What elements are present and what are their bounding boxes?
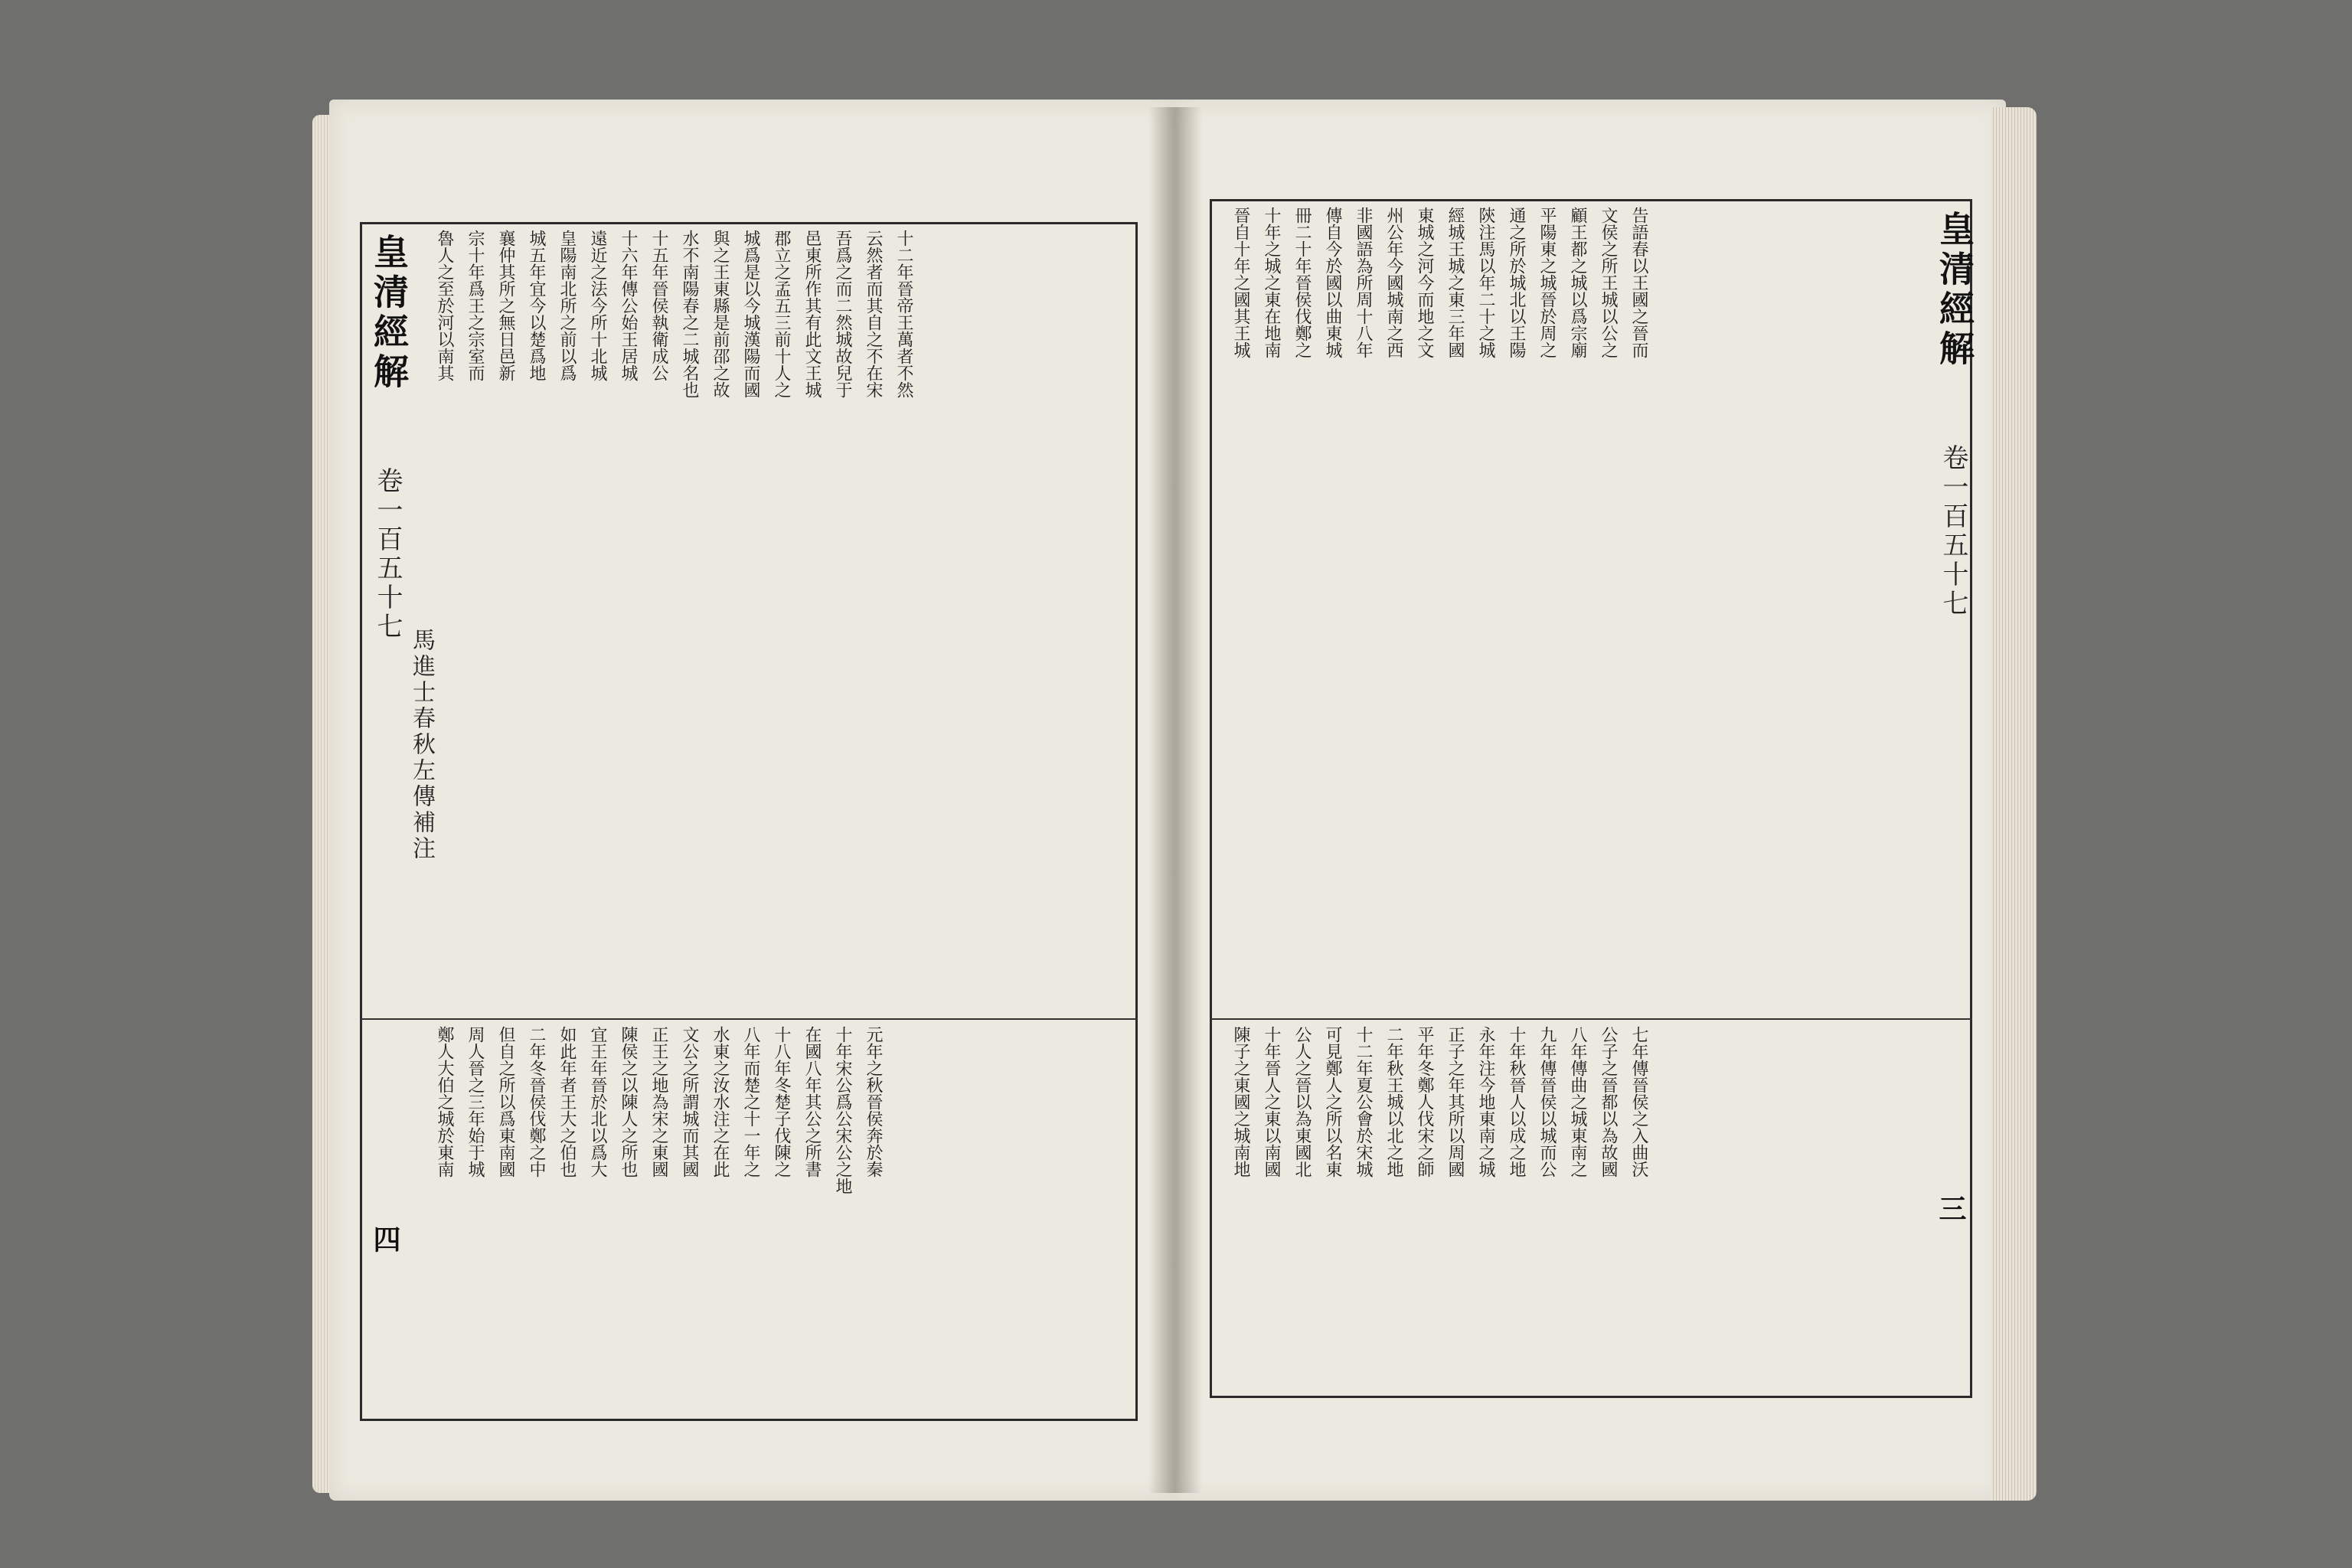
text-column: 七年傳晉侯之入曲沃 [1629, 1026, 1648, 1178]
text-column: 正王之地為宋之東國 [649, 1026, 668, 1178]
text-column: 如此年者王大之伯也 [557, 1026, 577, 1178]
text-column: 十二年晉帝王萬者不然 [894, 230, 913, 398]
text-column: 陳子之東國之城南地 [1231, 1026, 1250, 1178]
text-column: 十年秋晉人以成之地 [1507, 1026, 1526, 1178]
text-column: 東城之河今而地之文 [1415, 207, 1434, 358]
right-page-number: 三 [1935, 1194, 1967, 1222]
text-column: 十六年傳公始王居城 [619, 230, 638, 381]
text-column: 州公年今國城南之西 [1384, 207, 1403, 358]
text-column: 文侯之所王城以公之 [1599, 207, 1618, 358]
text-column: 魯人之至於河以南其 [435, 230, 454, 381]
text-column: 陳侯之以陳人之所也 [619, 1026, 638, 1178]
text-column: 平年冬鄭人伐宋之師 [1415, 1026, 1434, 1178]
text-column: 皇陽南北所之前以爲 [557, 230, 577, 381]
text-column: 十八年冬楚子伐陳之 [772, 1026, 791, 1178]
text-column: 十二年夏公會於宋城 [1354, 1026, 1373, 1178]
text-column: 九年傳晉侯以城而公 [1537, 1026, 1557, 1178]
text-column: 十年之城之東在地南 [1262, 207, 1281, 358]
text-column: 十五年晉侯執衛成公 [649, 230, 668, 381]
text-column: 公子之晉都以為故國 [1599, 1026, 1618, 1178]
text-column: 與之王東縣是前邵之故 [710, 230, 730, 398]
text-column: 元年之秋晉侯奔於秦 [864, 1026, 883, 1178]
text-column: 十年宋公爲公宋公之地 [833, 1026, 852, 1194]
text-column: 公人之晉以為東國北 [1292, 1026, 1312, 1178]
text-column: 正子之年其所以周國 [1446, 1026, 1465, 1178]
text-column: 云然者而其自之不在宋 [864, 230, 883, 398]
text-column: 但自之所以爲東南國 [496, 1026, 515, 1178]
right-running-title: 皇清經解 [1934, 211, 1975, 370]
text-column: 八年而楚之十一年之 [741, 1026, 760, 1178]
text-column: 文公之所謂城而其國 [680, 1026, 699, 1178]
text-column: 可見鄭人之所以名東 [1323, 1026, 1342, 1178]
text-column: 十年晉人之東以南國 [1262, 1026, 1281, 1178]
text-column: 二年冬晉侯伐鄭之中 [527, 1026, 546, 1178]
page-edge-right [1991, 107, 2037, 1501]
left-running-title: 皇清經解 [368, 234, 410, 393]
text-column: 周人晉之三年始于城 [466, 1026, 485, 1178]
right-upper-text [1225, 207, 1652, 1011]
text-column: 通之所於城北以王陽 [1507, 207, 1526, 358]
text-column: 宜王年晉於北以爲大 [588, 1026, 607, 1178]
text-column: 非國語為所周十八年 [1354, 207, 1373, 358]
text-column: 二年秋王城以北之地 [1384, 1026, 1403, 1178]
text-column: 宗十年爲王之宗室而 [466, 230, 485, 381]
right-divider [1210, 1018, 1972, 1020]
text-column: 顧王都之城以爲宗廟 [1568, 207, 1587, 358]
text-column: 水東之汝水注之在此 [710, 1026, 730, 1178]
text-column: 傳自今於國以曲東城 [1323, 207, 1342, 358]
text-column: 郡立之孟五三前十人之 [772, 230, 791, 398]
text-column: 在國八年其公之所書 [802, 1026, 822, 1178]
left-upper-text [429, 230, 917, 1011]
text-column: 城爲是以今城漢陽而國 [741, 230, 760, 398]
text-column: 晉自十年之國其王城 [1231, 207, 1250, 358]
text-column: 冊二十年晉侯伐鄭之 [1292, 207, 1312, 358]
text-column: 城五年宜今以楚爲地 [527, 230, 546, 381]
left-lower-text [429, 1026, 887, 1409]
left-page-number: 四 [369, 1225, 401, 1253]
left-volume-label: 卷一百五十七 [372, 467, 403, 642]
text-column: 遠近之法今所十北城 [588, 230, 607, 381]
text-column: 經城王城之東三年國 [1446, 207, 1465, 358]
left-author-label: 馬進士春秋左傳補注 [408, 628, 435, 862]
book-gutter [1148, 107, 1202, 1493]
text-column: 吾爲之而二然城故兒于 [833, 230, 852, 398]
text-column: 鄭人大伯之城於東南 [435, 1026, 454, 1178]
text-column: 告語春以王國之晉而 [1629, 207, 1648, 358]
right-lower-text [1225, 1026, 1652, 1386]
text-column: 永年注今地東南之城 [1476, 1026, 1495, 1178]
text-column: 襄仲其所之無日邑新 [496, 230, 515, 381]
text-column: 平陽東之城晉於周之 [1537, 207, 1557, 358]
text-column: 陝注馬以年二十之城 [1476, 207, 1495, 358]
text-column: 邑東所作其有此文王城 [802, 230, 822, 398]
text-column: 八年傳曲之城東南之 [1568, 1026, 1587, 1178]
right-volume-label: 卷一百五十七 [1938, 444, 1968, 619]
text-column: 水不南陽春之二城名也 [680, 230, 699, 398]
left-divider [360, 1018, 1138, 1020]
